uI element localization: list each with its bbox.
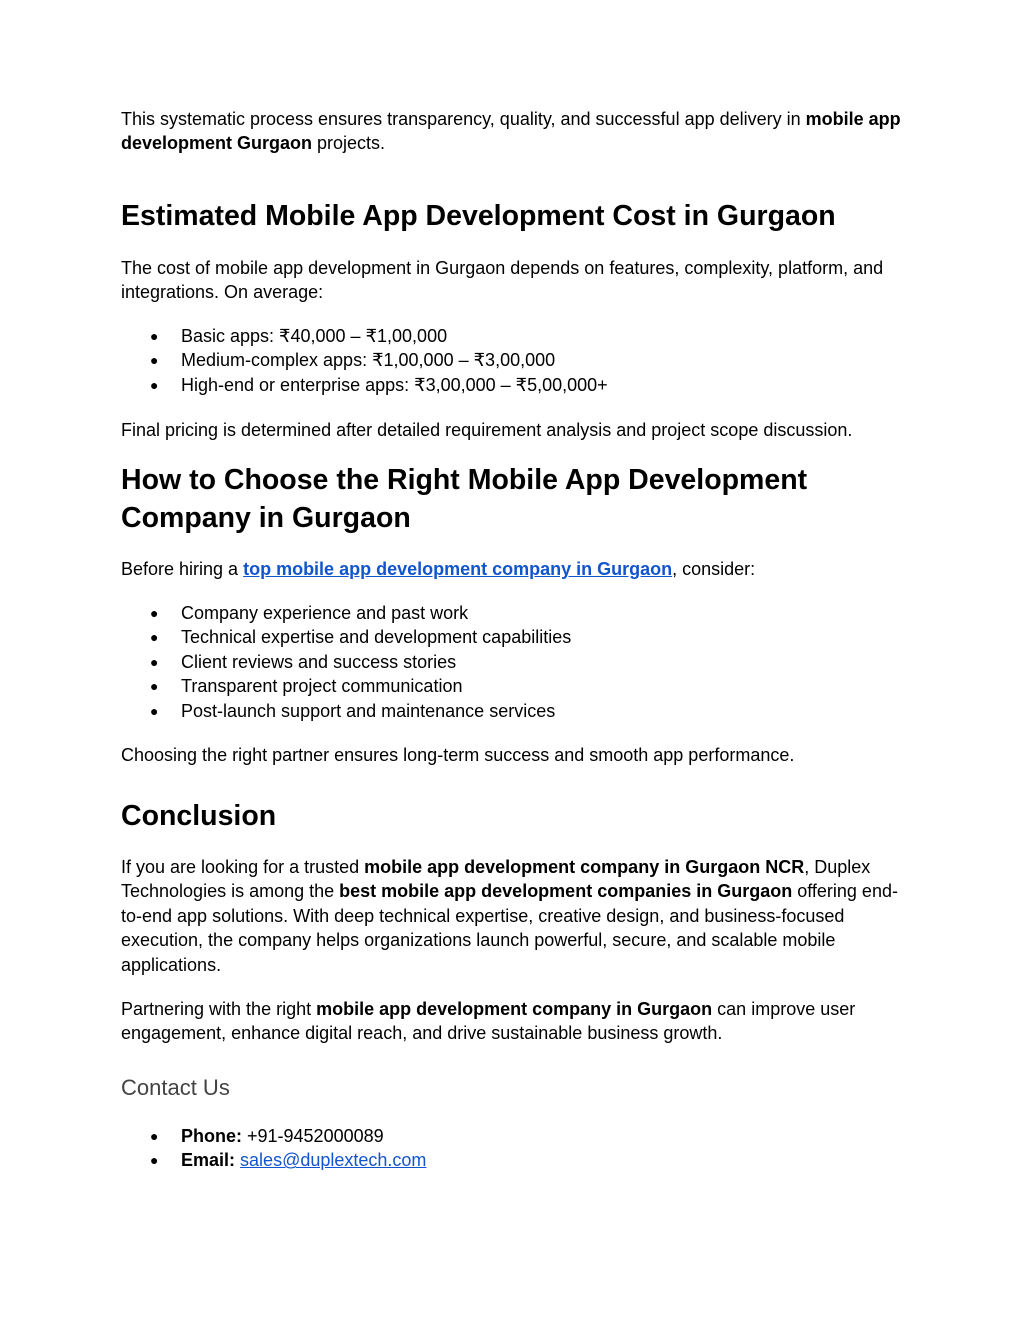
intro-paragraph [121,107,911,156]
contact-heading: Contact Us [121,1075,230,1100]
list-item: ● High-end or enterprise apps: ₹3,00,000 – ₹5,00,000+ [121,373,911,397]
choose-list [121,601,911,723]
email-link[interactable]: sales@duplextech.com [240,1150,427,1171]
cost-list [121,324,911,397]
list-item: ● Post-launch support and maintenance services [121,699,911,723]
text: projects. [312,133,386,154]
text: If you are looking for a trusted [121,857,365,877]
bold-text: mobile app development company in Gurgaon [316,999,713,1019]
list-item: ● Technical expertise and development capabilities [121,625,911,649]
phone-value: +91-9452000089 [242,1126,384,1146]
text: can improve user engagement, enhance digital reach, and drive sustainable business growth. [121,999,856,1044]
cost-final: Final pricing is determined after detailed requirement analysis and project scope discussion. [121,420,853,440]
text: Partnering with the right [121,999,317,1019]
contact-list [121,1124,911,1173]
bold-text: mobile app development company in Gurgaon NCR [364,857,805,877]
bold-text: mobile app development Gurgaon [121,109,901,154]
choose-final: Choosing the right partner ensures long-term success and smooth app performance. [121,745,795,765]
text: , consider: [672,559,756,579]
conclusion-paragraph-2 [121,997,911,1046]
conclusion-heading: Conclusion [121,800,277,832]
contact-phone [121,1124,911,1148]
list-item: ● Client reviews and success stories [121,650,911,674]
list-item: ● Medium-complex apps: ₹1,00,000 – ₹3,00,000 [121,348,911,372]
contact-email [121,1148,911,1172]
list-item: ● Transparent project communication [121,674,911,698]
text: Before hiring a [121,559,244,579]
bold-text: best mobile app development companies in Gurgaon [339,881,793,902]
company-link[interactable]: top mobile app development company in Gurgaon [243,559,673,579]
conclusion-paragraph-1 [121,855,911,977]
email-label: Email: [181,1150,236,1171]
text: , Duplex Technologies is among the [121,857,871,902]
list-item: ● Company experience and past work [121,601,911,625]
phone-label: Phone: [181,1126,242,1146]
text: This systematic process ensures transparency, quality, and successful app delivery in [121,109,806,129]
cost-paragraph: The cost of mobile app development in Gurgaon depends on features, complexity, platform, and integrations. On average: [121,258,884,303]
choose-heading: How to Choose the Right Mobile App Development Company in Gurgaon [121,464,808,534]
list-item: ● Basic apps: ₹40,000 – ₹1,00,000 [121,324,911,348]
choose-paragraph [121,557,911,581]
cost-heading: Estimated Mobile App Development Cost in Gurgaon [121,200,836,232]
text: offering end-to-end app solutions. With deep technical expertise, creative design, and business-focused execution, the company helps organizations launch powerful, secure, and scalable mobile applications. [121,881,898,975]
